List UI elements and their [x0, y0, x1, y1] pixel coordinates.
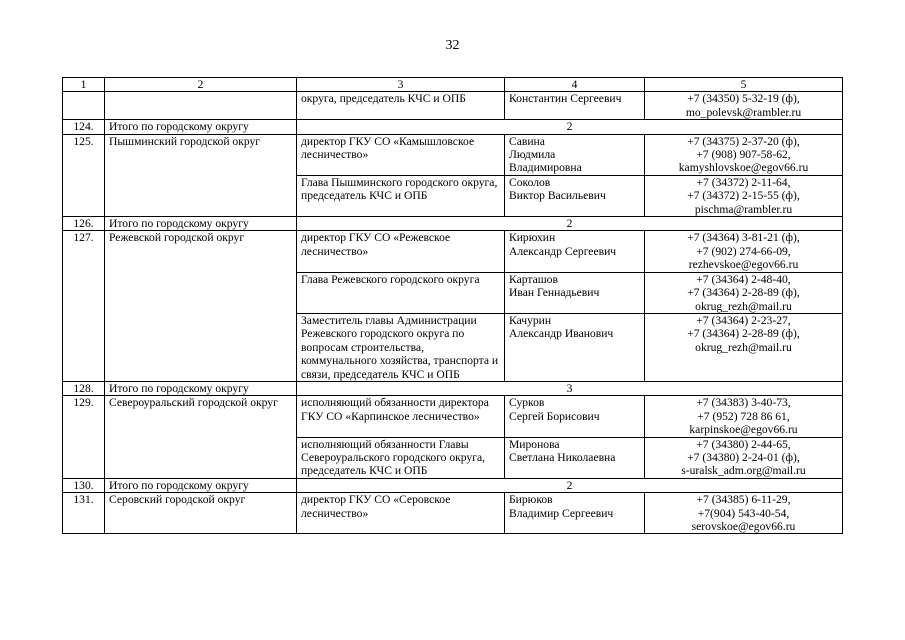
position-cell: исполняющий обязанности Главы Североуральского городского округа, председатель КЧС и ОПБ	[297, 437, 505, 478]
contact-cell: +7 (34372) 2-11-64, +7 (34372) 2-15-55 (ф), pischma@rambler.ru	[645, 175, 843, 216]
position-cell: округа, председатель КЧС и ОПБ	[297, 92, 505, 120]
table-row: 131. Серовский городской округ директор ГКУ СО «Серовское лесничество» Бирюков Владимир Сергеевич +7 (34385) 6-11-29, +7(904) 543-40-54, serovskoe@egov66.ru	[63, 493, 843, 534]
district-name: Серовский городской округ	[105, 493, 297, 534]
person-name: Сурков Сергей Борисович	[505, 396, 645, 437]
position-cell: Глава Пышминского городского округа, председатель КЧС и ОПБ	[297, 175, 505, 216]
total-row: 130. Итого по городскому округу 2	[63, 478, 843, 492]
header-row	[63, 78, 843, 92]
position-cell: Глава Режевского городского округа	[297, 272, 505, 313]
total-row: 126. Итого по городскому округу 2	[63, 217, 843, 231]
person-name: Миронова Светлана Николаевна	[505, 437, 645, 478]
contact-cell: +7 (34364) 3-81-21 (ф), +7 (902) 274-66-09, rezhevskoe@egov66.ru	[645, 231, 843, 272]
person-name: Качурин Александр Иванович	[505, 313, 645, 381]
contact-cell: +7 (34380) 2-44-65, +7 (34380) 2-24-01 (ф), s-uralsk_adm.org@mail.ru	[645, 437, 843, 478]
total-label: Итого по городскому округу	[105, 478, 297, 492]
total-value: 3	[297, 381, 843, 395]
total-label: Итого по городскому округу	[105, 217, 297, 231]
table-row: 129. Североуральский городской округ исполняющий обязанности директора ГКУ СО «Карпинское лесничество» Сурков Сергей Борисович +7 (34383) 3-40-73, +7 (952) 728 86 61, karpinskoe@egov66.ru	[63, 396, 843, 437]
total-value: 2	[297, 120, 843, 134]
person-name: Константин Сергеевич	[505, 92, 645, 120]
total-value: 2	[297, 478, 843, 492]
contact-cell: +7 (34364) 2-48-40, +7 (34364) 2-28-89 (ф), okrug_rezh@mail.ru	[645, 272, 843, 313]
header-cell: 2	[105, 78, 297, 92]
total-row: 124. Итого по городскому округу 2	[63, 120, 843, 134]
person-name: Кирюхин Александр Сергеевич	[505, 231, 645, 272]
position-cell: исполняющий обязанности директора ГКУ СО «Карпинское лесничество»	[297, 396, 505, 437]
person-name: Бирюков Владимир Сергеевич	[505, 493, 645, 534]
header-cell: 4	[505, 78, 645, 92]
table-row	[63, 92, 843, 120]
district-name: Режевской городской округ	[105, 231, 297, 381]
total-value: 2	[297, 217, 843, 231]
total-label: Итого по городскому округу	[105, 381, 297, 395]
total-label: Итого по городскому округу	[105, 120, 297, 134]
position-cell: директор ГКУ СО «Камышловское лесничество»	[297, 134, 505, 175]
district-name: Североуральский городской округ	[105, 396, 297, 478]
contact-cell: +7 (34364) 2-23-27, +7 (34364) 2-28-89 (ф), okrug_rezh@mail.ru	[645, 313, 843, 381]
position-cell: директор ГКУ СО «Режевское лесничество»	[297, 231, 505, 272]
person-name: Карташов Иван Геннадьевич	[505, 272, 645, 313]
contacts-table	[62, 77, 843, 534]
contact-cell: +7 (34375) 2-37-20 (ф), +7 (908) 907-58-62, kamyshlovskoe@egov66.ru	[645, 134, 843, 175]
page-number: 32	[445, 38, 460, 53]
total-row: 128. Итого по городскому округу 3	[63, 381, 843, 395]
person-name: Савина Людмила Владимировна	[505, 134, 645, 175]
table-row: 125. Пышминский городской округ директор ГКУ СО «Камышловское лесничество» Савина Людмила Владимировна +7 (34375) 2-37-20 (ф), +7 (908) 907-58-62, kamyshlovskoe@egov66.ru	[63, 134, 843, 175]
contact-cell: +7 (34383) 3-40-73, +7 (952) 728 86 61, karpinskoe@egov66.ru	[645, 396, 843, 437]
table-row: 127. Режевской городской округ директор ГКУ СО «Режевское лесничество» Кирюхин Александр Сергеевич +7 (34364) 3-81-21 (ф), +7 (902) 274-66-09, rezhevskoe@egov66.ru	[63, 231, 843, 272]
position-cell: директор ГКУ СО «Серовское лесничество»	[297, 493, 505, 534]
district-name: Пышминский городской округ	[105, 134, 297, 216]
position-cell: Заместитель главы Администрации Режевского городского округа по вопросам строительства, коммунального хозяйства, транспорта и связи, председатель КЧС и ОПБ	[297, 313, 505, 381]
header-cell: 3	[297, 78, 505, 92]
contact-cell: +7 (34385) 6-11-29, +7(904) 543-40-54, serovskoe@egov66.ru	[645, 493, 843, 534]
header-cell: 5	[645, 78, 843, 92]
header-cell: 1	[63, 78, 105, 92]
person-name: Соколов Виктор Васильевич	[505, 175, 645, 216]
contact-cell: +7 (34350) 5-32-19 (ф), mo_polevsk@rambler.ru	[645, 92, 843, 120]
